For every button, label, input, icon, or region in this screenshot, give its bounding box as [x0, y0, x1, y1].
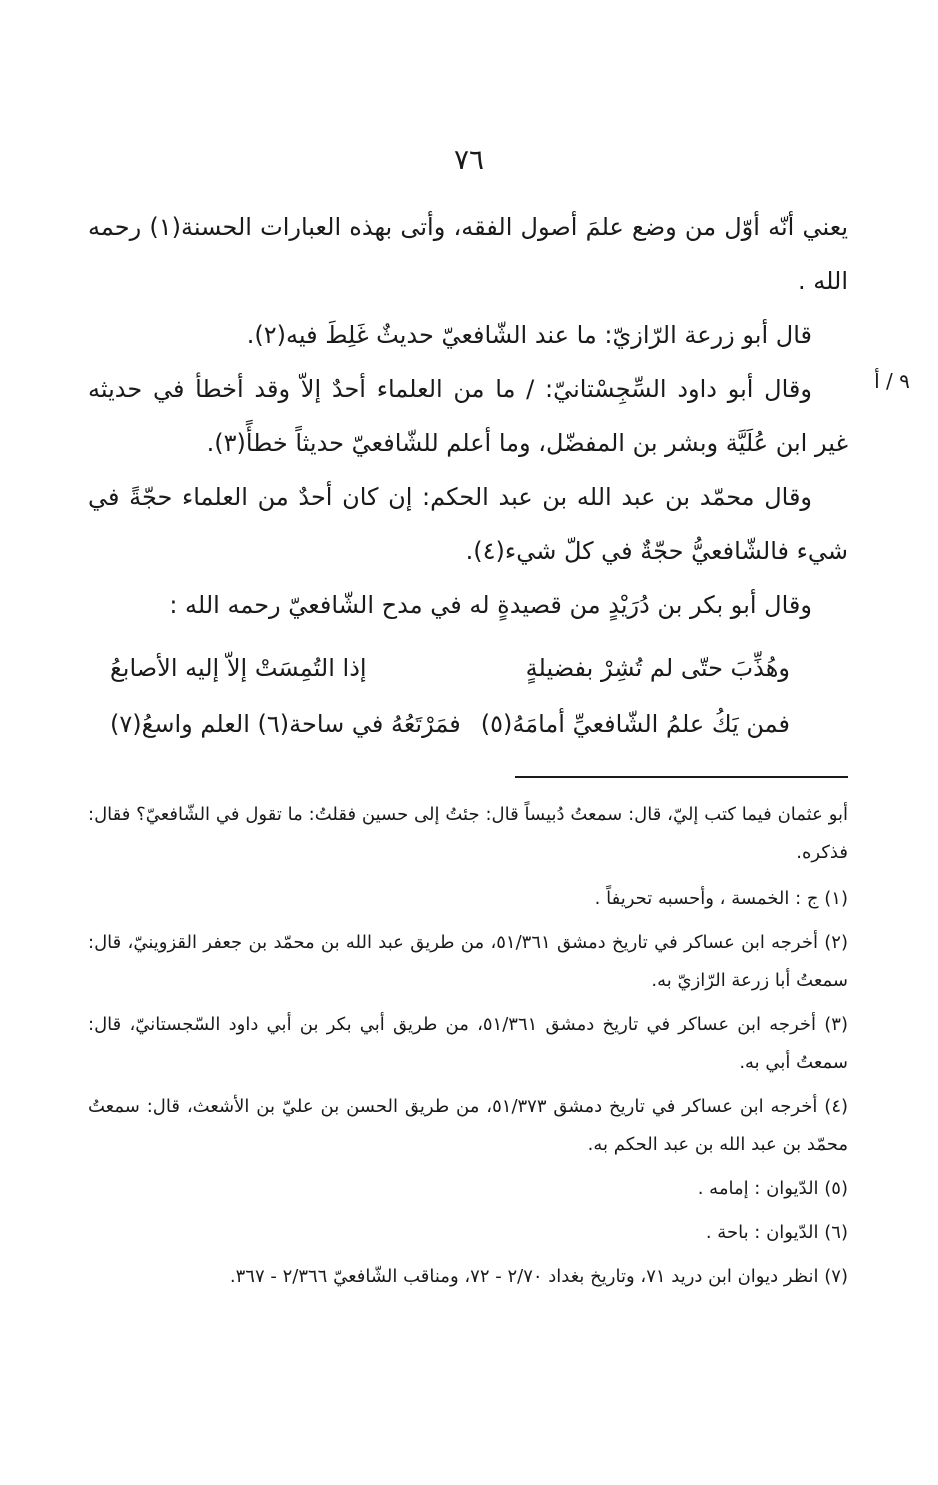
footnote-7: (٧) انظر ديوان ابن دريد ٧١، وتاريخ بغداد ٢/٧٠ - ٧٢، ومناقب الشّافعيّ ٢/٣٦٦ - ٣٦٧.: [229, 1266, 848, 1287]
poem-verse: [110, 640, 790, 696]
footnote-6: (٦) الدّيوان : باحة .: [705, 1222, 848, 1243]
manuscript-folio-marker: ٩ / أ: [874, 369, 910, 393]
footnote-3: (٣) أخرجه ابن عساكر في تاريخ دمشق ٥١/٣٦١، من طريق أبي بكر بن أبي داود السّجستانيّ، قال: سمعتُ أبي به.: [88, 1014, 848, 1073]
poem-second-hemistich: فمَرْتَعُهُ في ساحة(٦) العلم واسعُ(٧): [110, 710, 461, 738]
paragraph-ibn-abd-al-hakam: وقال محمّد بن عبد الله بن عبد الحكم: إن كان أحدٌ من العلماء حجّةً في شيء فالشّافعيُّ حجّةٌ في كلّ شيء(٤).: [88, 483, 848, 565]
footnote-5: (٥) الدّيوان : إمامه .: [697, 1178, 848, 1199]
poem-first-hemistich: وهُذِّبَ حتّى لم تُشِرْ بفضيلةٍ: [525, 654, 790, 682]
footnote-continuation: أبو عثمان فيما كتب إليّ، قال: سمعتُ دُبيساً قال: جئتُ إلى حسين فقلتُ: ما تقول في الشّافعيّ؟ فقال: فذكره.: [88, 804, 848, 863]
footnote-4: (٤) أخرجه ابن عساكر في تاريخ دمشق ٥١/٣٧٣، من طريق الحسن بن عليّ بن الأشعث، قال: سمعتُ محمّد بن عبد الله بن عبد الحكم به.: [88, 1096, 849, 1155]
poem: [110, 640, 790, 752]
footnote-2: (٢) أخرجه ابن عساكر في تاريخ دمشق ٥١/٣٦١، من طريق عبد الله بن محمّد بن جعفر القزوينيّ، قال: سمعتُ أبا زرعة الرّازيّ به.: [88, 932, 848, 991]
paragraph-abu-zurah: قال أبو زرعة الرّازيّ: ما عند الشّافعيّ حديثٌ غَلِطَ فيه(٢).: [246, 321, 812, 349]
paragraph-abu-dawud: وقال أبو داود السِّجِسْتانيّ: / ما من العلماء أحدٌ إلاّ وقد أخطأ في حديثه غير ابن عُلَيَّة وبشر بن المفضّل، وما أعلم للشّافعيّ حديثاً خطأً(٣).: [88, 375, 848, 457]
page-number: ٧٦: [453, 143, 485, 176]
paragraph-ibn-durayd: وقال أبو بكر بن دُرَيْدٍ من قصيدةٍ له في مدح الشّافعيّ رحمه الله :: [169, 591, 812, 619]
footnote-separator: [515, 776, 848, 778]
poem-first-hemistich: فمن يَكُ علمُ الشّافعيِّ أمامَهُ(٥): [480, 710, 790, 738]
footnotes: [88, 796, 848, 1302]
footnote-1: (١) ج : الخمسة ، وأحسبه تحريفاً .: [594, 888, 848, 909]
main-text: [88, 200, 848, 632]
poem-verse: [110, 696, 790, 752]
paragraph-intro: يعني أنّه أوّل من وضع علمَ أصول الفقه، وأتى بهذه العبارات الحسنة(١) رحمه الله .: [88, 213, 848, 295]
poem-second-hemistich: إذا التُمِسَتْ إلاّ إليه الأصابعُ: [110, 654, 367, 682]
